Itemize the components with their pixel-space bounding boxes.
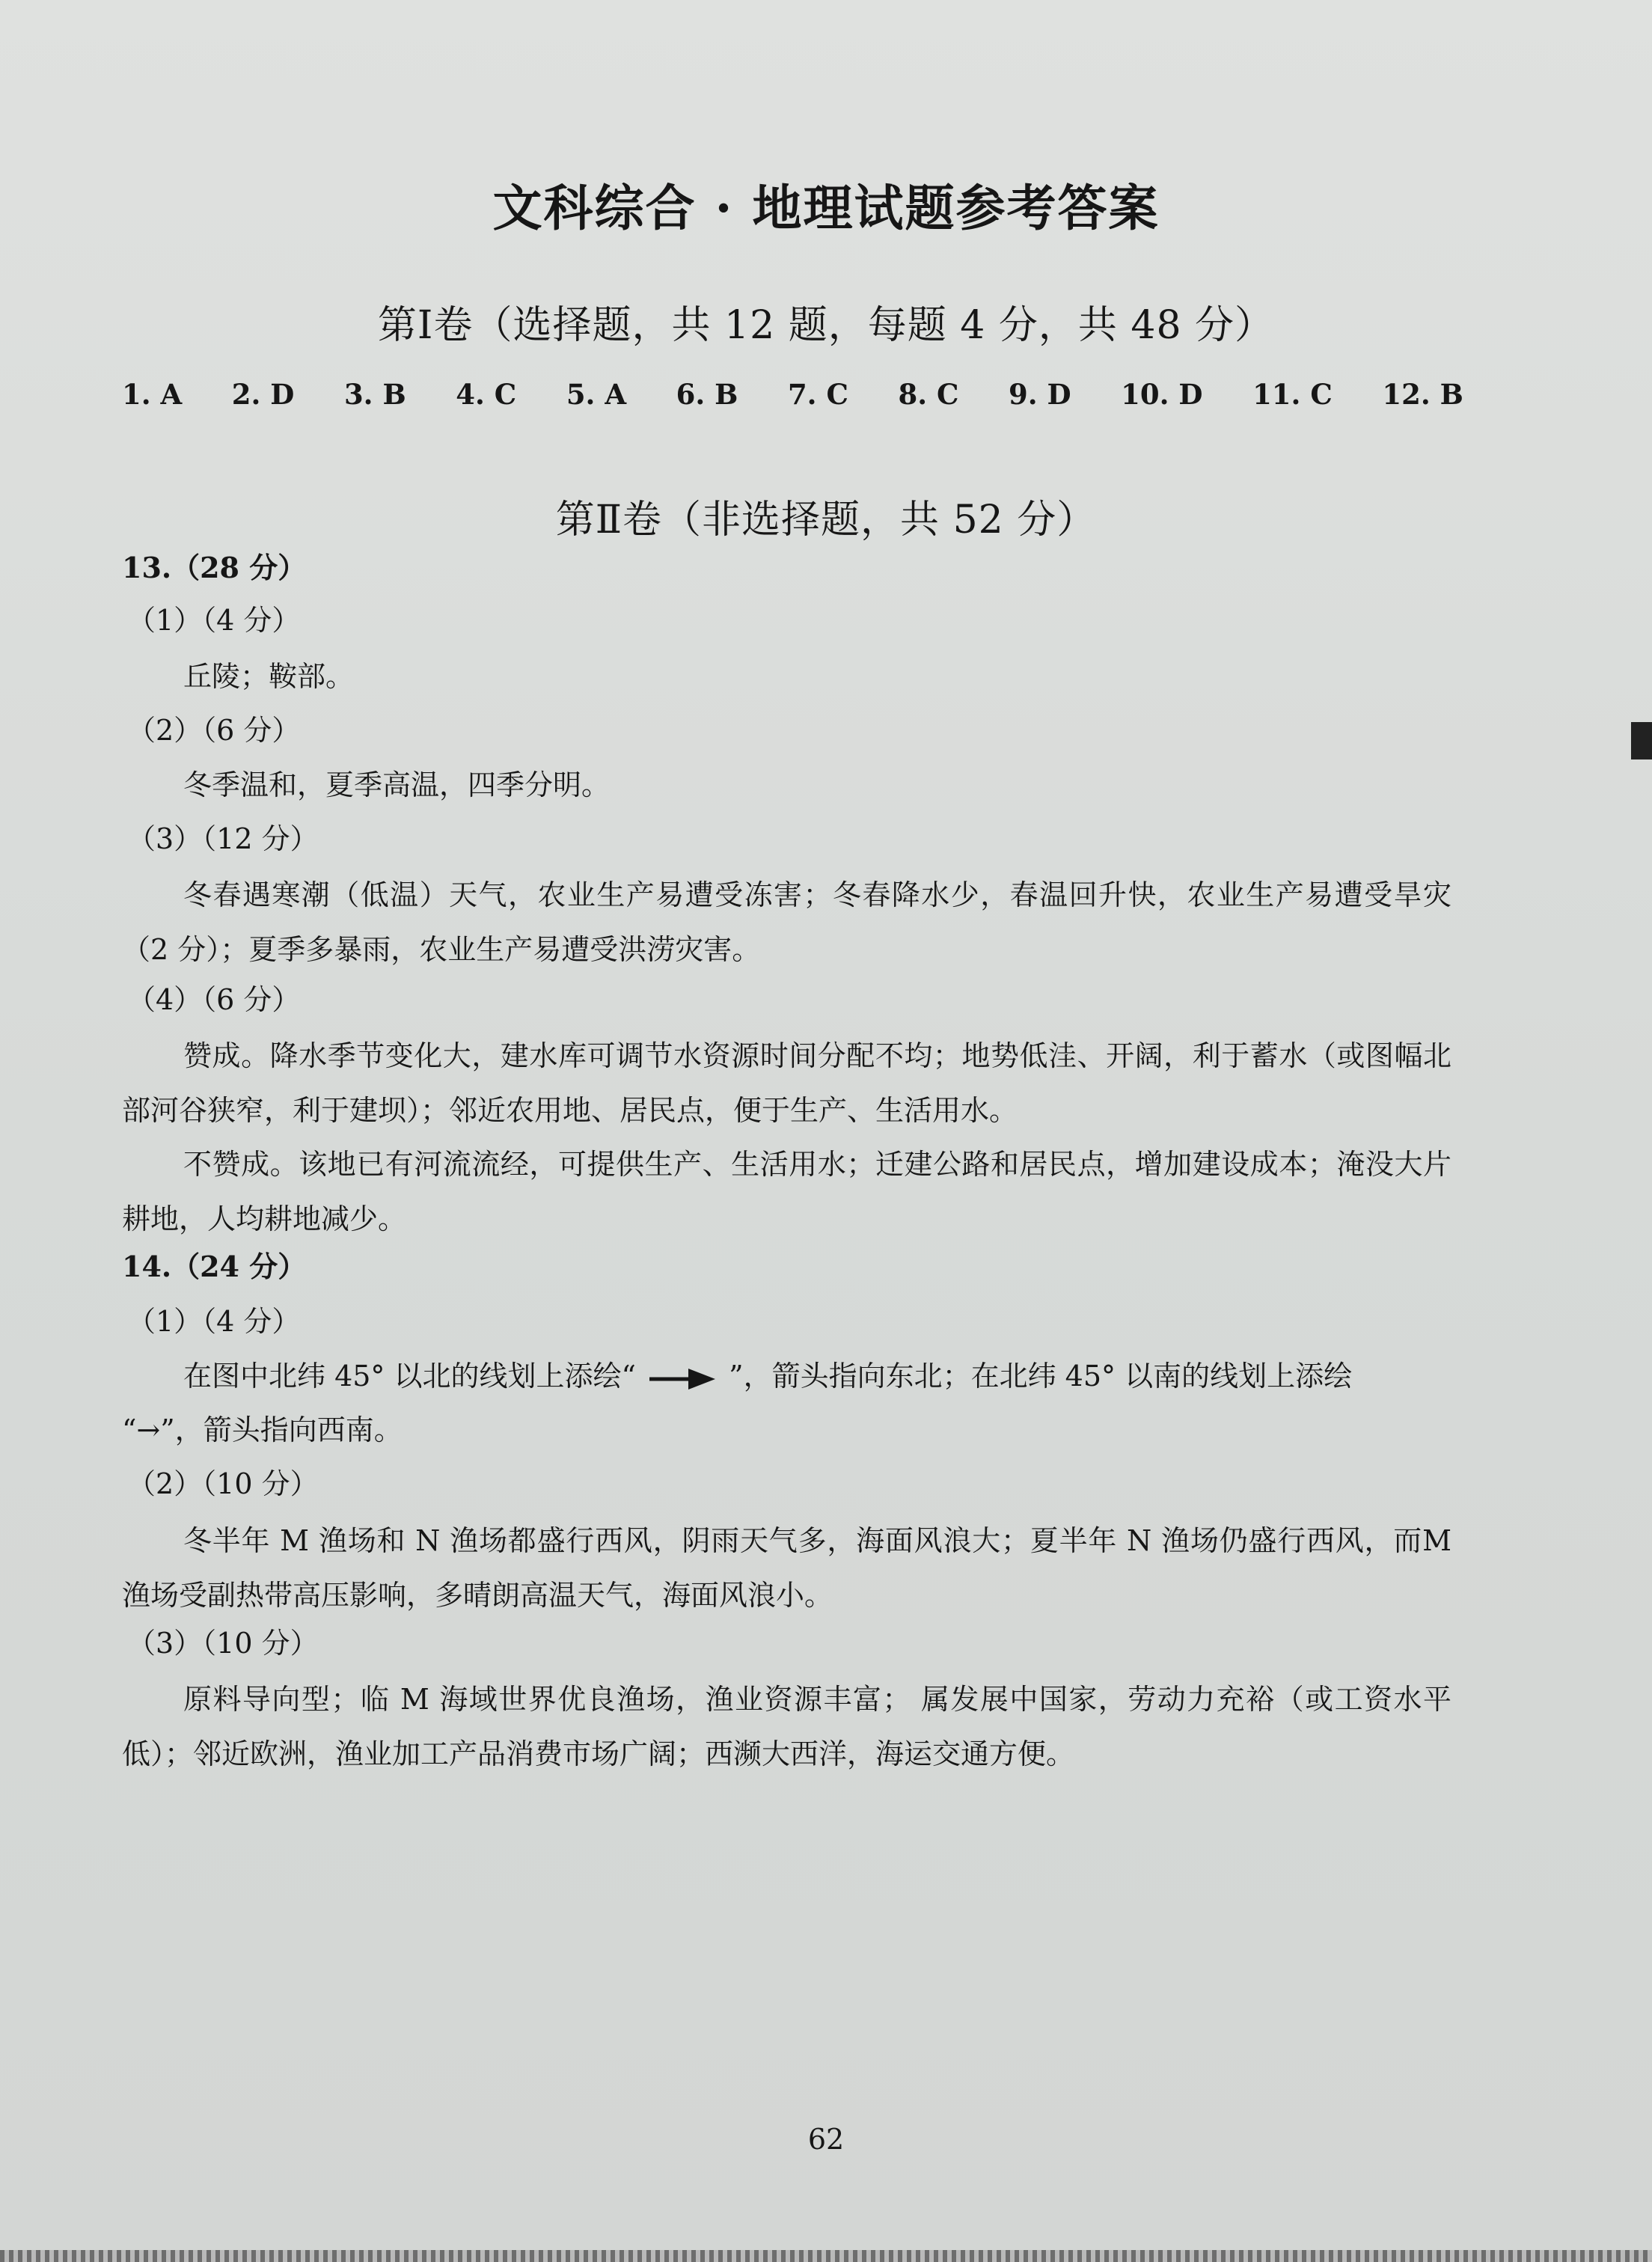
q13-part4-heading: （4）（6 分） — [127, 983, 301, 1016]
q14-part1-line2: “→”，箭头指向西南。 — [122, 1413, 403, 1446]
q14-part1-text-a: 在图中北纬 45° 以北的线划上添绘“ — [183, 1360, 636, 1393]
q14-part1-heading: （1）（4 分） — [127, 1305, 301, 1338]
q13-part4-answer-agree: 赞成。降水季节变化大，建水库可调节水资源时间分配不均；地势低洼、开阔，利于蓄水（或图幅北部河谷狭窄，利于建坝）；邻近农用地、居民点，便于生产、生活用水。 — [122, 1039, 1451, 1127]
q14-heading: 14.（24 分） — [122, 1250, 307, 1283]
page-title: 文科综合 · 地理试题参考答案 — [492, 179, 1160, 237]
scan-edge-strip — [0, 2250, 1652, 2262]
q14-part1-line1 — [183, 1353, 1352, 1394]
answer-item: 4. C — [456, 378, 517, 411]
answer-item: 10. D — [1121, 378, 1203, 411]
q13-part3-answer: 冬春遇寒潮（低温）天气，农业生产易遭受冻害；冬春降水少，春温回升快，农业生产易遭受旱灾（2 分）；夏季多暴雨，农业生产易遭受洪涝灾害。 — [122, 878, 1451, 966]
page-number: 62 — [807, 2123, 845, 2156]
q14-part2-answer: 冬半年 M 渔场和 N 渔场都盛行西风，阴雨天气多，海面风浪大；夏半年 N 渔场仍盛行西风，而M 渔场受副热带高压影响，多晴朗高温天气，海面风浪小。 — [122, 1524, 1451, 1612]
q13-part2-heading: （2）（6 分） — [127, 714, 301, 747]
bold-arrow-icon — [645, 1364, 720, 1394]
q13-part4-answer-disagree: 不赞成。该地已有河流流经，可提供生产、生活用水；迁建公路和居民点，增加建设成本；淹没大片耕地，人均耕地减少。 — [122, 1148, 1451, 1235]
q14-part3-heading: （3）（10 分） — [127, 1627, 319, 1660]
answer-item: 12. B — [1382, 378, 1463, 411]
q13-part1-answer: 丘陵；鞍部。 — [183, 660, 355, 693]
q13-part1-heading: （1）（4 分） — [127, 604, 301, 637]
binding-mark — [1631, 722, 1652, 759]
q13-part2-answer: 冬季温和，夏季高温，四季分明。 — [183, 768, 611, 801]
answer-item: 2. D — [231, 378, 295, 411]
answer-item: 8. C — [898, 378, 959, 411]
answer-item: 7. C — [787, 378, 848, 411]
q14-part3-answer: 原料导向型；临 M 海域世界优良渔场，渔业资源丰富； 属发展中国家，劳动力充裕（或工资水平低）；邻近欧洲，渔业加工产品消费市场广阔；西濒大西洋，海运交通方便。 — [122, 1683, 1451, 1770]
answer-item: 9. D — [1009, 378, 1071, 411]
q14-part2-heading: （2）（10 分） — [127, 1467, 319, 1500]
q14-part1-text-b: ”，箭头指向东北；在北纬 45° 以南的线划上添绘 — [729, 1360, 1353, 1393]
q13-part3-heading: （3）（12 分） — [127, 822, 319, 855]
answer-item: 5. A — [566, 378, 627, 411]
section-2-heading: 第Ⅱ卷（非选择题，共 52 分） — [555, 498, 1097, 542]
answer-item: 3. B — [343, 378, 406, 411]
answer-key-row — [122, 378, 1463, 411]
answer-item: 6. B — [676, 378, 738, 411]
answer-item: 11. C — [1252, 378, 1333, 411]
answer-item: 1. A — [122, 378, 183, 411]
q13-heading: 13.（28 分） — [122, 551, 307, 584]
section-1-heading: 第Ⅰ卷（选择题，共 12 题，每题 4 分，共 48 分） — [377, 303, 1275, 348]
